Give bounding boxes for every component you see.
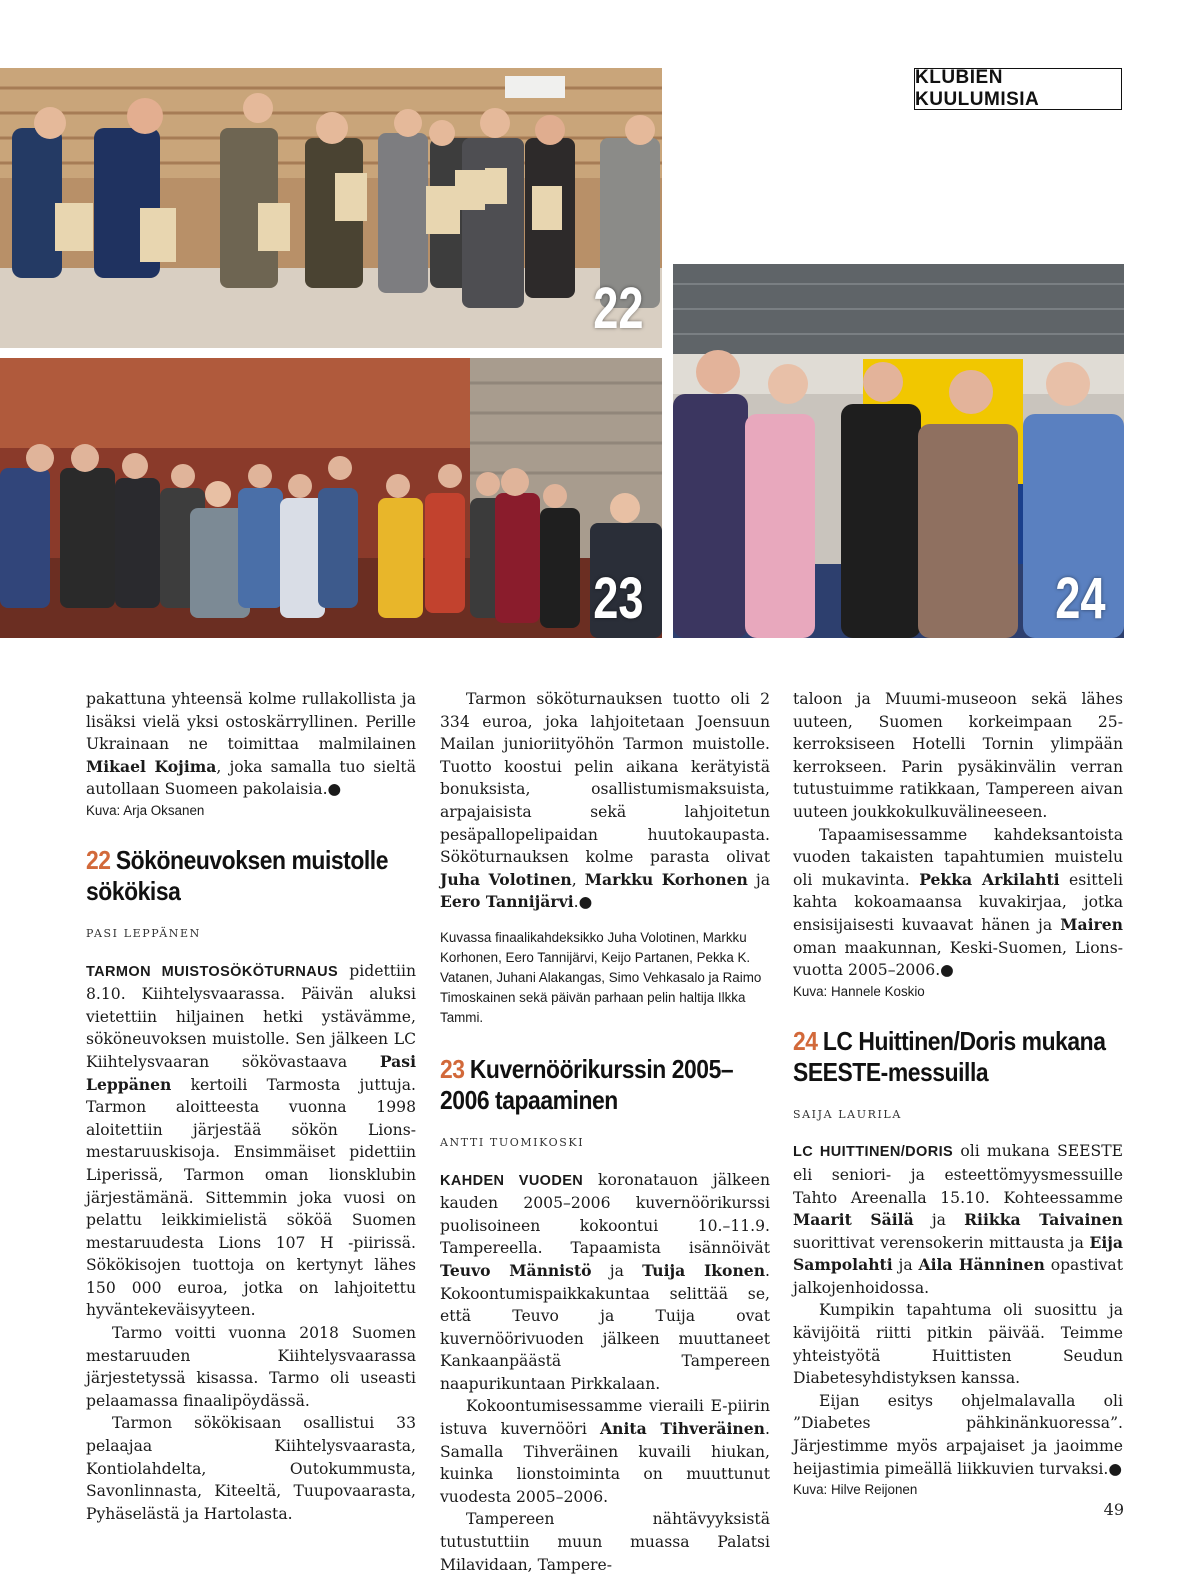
article-24-author: SAIJA LAURILA: [793, 1107, 902, 1121]
column-2: [440, 688, 770, 1576]
article-22-title: 22 Sököneuvoksen muistolle sökökisa: [86, 844, 388, 906]
photo-credit-24: Kuva: Hilve Reijonen: [793, 1482, 918, 1498]
photo-22-caption: Kuvassa finaalikahdeksikko Juha Volotinen, Markku Korhonen, Eero Tannijärvi, Keijo Partanen, Pekka K. Vatanen, Juhani Alakangas, Simo Vehkasalo ja Raimo Timoskainen sekä päivän parhaan pelin haltija Ilkka Tammi.: [440, 929, 762, 1025]
article-23-p3: Tampereen nähtävyyksistä tutustuttiin muun muassa Palatsi Milavidaan, Tampere-: [440, 1510, 770, 1574]
photo-22: [0, 68, 662, 348]
page-number: 49: [1103, 1500, 1124, 1519]
col3-p2: Tapaamisessamme kahdeksantoista vuoden takaisten tapahtumien muistelu oli mukavinta. Pekka Arkilahti esitteli kahta kokoamaansa kuvakirjaa, jotka ensisijaisesti kuvaavat hänen ja Mairen oman maakunnan, Keski-Suomen, Lions-vuotta 2005–2006.●: [793, 825, 1124, 980]
article-22-p3: Tarmon sökökisaan osallistui 33 pelaajaa Kiihtelysvaarasta, Kontiolahdelta, Outokummusta, Savonlinnasta, Kiteeltä, Tuupovaarasta, Pyhäselästä ja Hartolasta.: [86, 1414, 416, 1523]
article-23-title: 23 Kuvernöörikurssin 2005–2006 tapaaminen: [440, 1053, 734, 1115]
col2-p1: Tarmon sököturnauksen tuotto oli 2 334 euroa, joka lahjoitetaan Joensuun Mailan junioriityöhön Tarmon muistolle. Tuotto koostui pelin aikana kerätyistä bonuksista, osallistumismaksuista, arpajaisista sekä lahjoitetun pesäpallopelipaidan huutokaupasta. Sököturnauksen kolme parasta olivat Juha Volotinen, Markku Korhonen ja Eero Tannijärvi.●: [440, 690, 771, 912]
article-22-author: PASI LEPPÄNEN: [86, 926, 201, 940]
photo-22-image: [0, 68, 662, 348]
article-23-author: ANTTI TUOMIKOSKI: [440, 1135, 585, 1149]
photo-24-number: 24: [1055, 566, 1106, 631]
photo-23: [0, 358, 662, 638]
column-3: [793, 688, 1123, 1500]
photo-credit-23: Kuva: Hannele Koskio: [793, 983, 925, 999]
photo-credit-1: Kuva: Arja Oksanen: [86, 802, 205, 818]
article-22-p1: TARMON MUISTOSÖKÖTURNAUS pidettiin 8.10. Kiihtelysvaarassa. Päivän aluksi vietettiin hiljainen hetki ystävämme, sököneuvoksen muistolle. Sen jälkeen LC Kiihtelysvaaran sökövastaava Pasi Leppänen kertoili Tarmosta juttuja. Tarmon aloitteesta vuonna 1998 aloitettiin järjestää sökön Lions-mestaruuskisoja. Ensimmäiset pidettiin Liperissä, Tarmon oman lionsklubin järjestämänä. Sittemmin joka vuosi on pelattu leikkimielistä sököä Suomen mestaruudesta Lions 107 H -piirissä. Sökökisojen tuottoja on kertynyt lähes 150 000 euroa, jotka on lahjoitettu hyväntekeväisyyteen.: [86, 961, 417, 1320]
article-24-p2: Kumpikin tapahtuma oli suosittu ja kävijöitä riitti pitkin päivää. Teimme yhteistyötä Huittisten Seudun Diabetesyhdistyksen kanssa.: [793, 1301, 1123, 1388]
article-23-p1: KAHDEN VUODEN koronatauon jälkeen kauden 2005–2006 kuvernöörikurssi puolisoineen kokoontui 10.–11.9. Tampereella. Tapaamista isännöivät Teuvo Männistö ja Tuija Ikonen. Kokoontumispaikkakuntaa selittää se, että Teuvo ja Tuija ovat kuvernöörivuoden jälkeen muuttaneet Kankaanpäästä Tampereen naapurikuntaan Pirkkalaan.: [440, 1170, 771, 1393]
article-23-p2: Kokoontumisessamme vieraili E-piirin istuva kuvernööri Anita Tihveräinen. Samalla Tihveräinen kuvaili hiukan, kuinka lionstoiminta on muuttunut vuodesta 2005–2006.: [440, 1397, 770, 1506]
photo-24: [673, 264, 1124, 638]
article-24-p3: Eijan esitys ohjelmalavalla oli ”Diabetes pähkinänkuoressa”. Järjestimme myös arpajaiset ja jaoimme heijastimia pimeällä liikkuvien turvaksi.●: [793, 1391, 1123, 1478]
article-24-title: 24 LC Huittinen/Doris mukana SEESTE-messuilla: [793, 1025, 1106, 1087]
article-22-p2: Tarmo voitti vuonna 2018 Suomen mestaruuden Kiihtelysvaarassa järjestetyssä kisassa. Tarmo oli useasti pelaamassa finaalipöydässä.: [86, 1324, 416, 1410]
column-1: [86, 688, 416, 1525]
article-24-p1: LC HUITTINEN/DORIS oli mukana SEESTE eli seniori- ja esteettömyysmessuille Tahto Areenalla 15.10. Kohteessamme Maarit Säilä ja Riikka Taivainen suorittivat verensokerin mittausta ja Eija Sampolahti ja Aila Hänninen opastivat jalkojenhoidossa.: [793, 1142, 1124, 1297]
photo-23-number: 23: [593, 566, 644, 631]
section-tag: KLUBIEN KUULUMISIA: [914, 68, 1122, 110]
col3-p1: taloon ja Muumi-museoon sekä lähes uuteen, Suomen korkeimpaan 25-kerroksiseen Hotelli Tornin ylimpään kerrokseen. Parin pysäkinvälin verran tutustuimme ratikkaan, Tampereen aivan uuteen joukkokulkuvälineeseen.: [793, 690, 1123, 821]
photo-23-image: [0, 358, 662, 638]
col1-intro: pakattuna yhteensä kolme rullakollista ja lisäksi vielä yksi ostoskärryllinen. Perille Ukrainaan ne toimittaa malmilainen Mikael Kojima, joka samalla tuo sieltä autollaan Suomeen pakolaisia.●: [86, 690, 416, 799]
photo-22-number: 22: [593, 276, 644, 341]
